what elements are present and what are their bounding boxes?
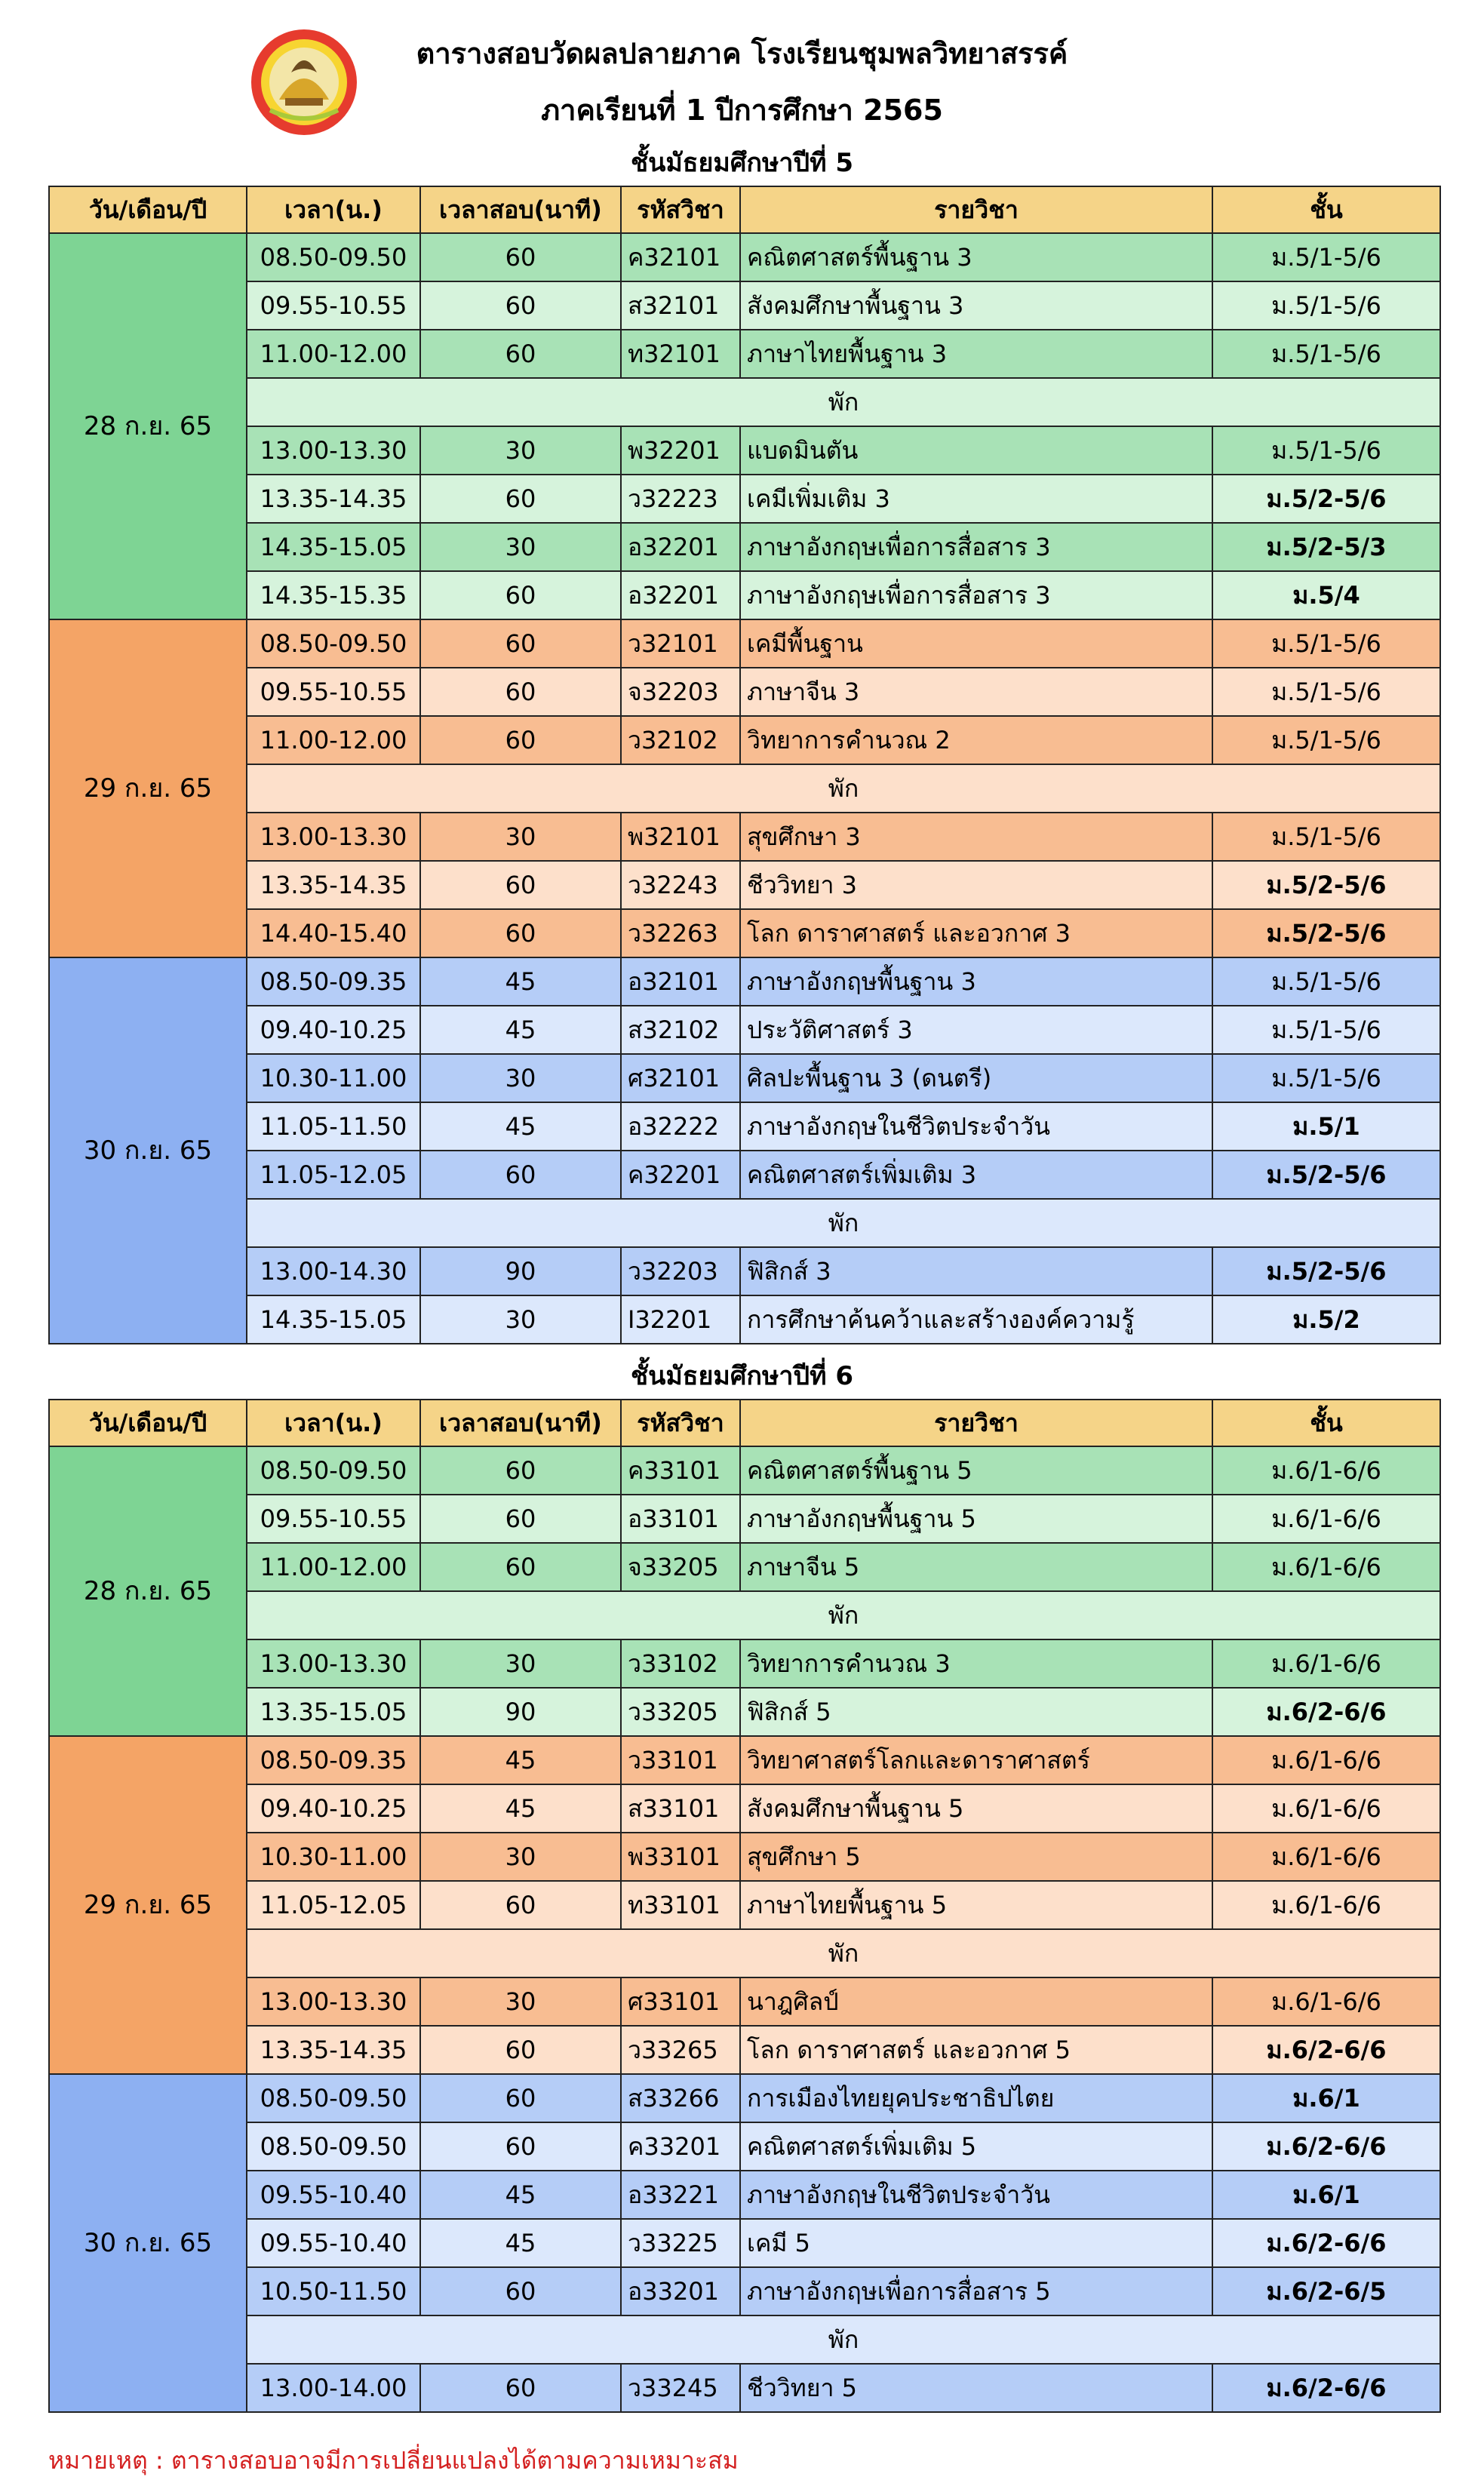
exam-row	[49, 2364, 1440, 2412]
exam-row	[49, 1295, 1440, 1344]
exam-date: 29 ก.ย. 65	[49, 1736, 247, 2074]
exam-time: 11.05-12.05	[247, 1151, 420, 1199]
exam-row	[49, 1881, 1440, 1929]
exam-row	[49, 1784, 1440, 1833]
subject-name: การเมืองไทยยุคประชาธิปไตย	[740, 2074, 1212, 2122]
subject-code: ว32263	[621, 909, 740, 957]
exam-duration: 45	[420, 2219, 621, 2267]
subject-name: การศึกษาค้นคว้าและสร้างองค์ความรู้	[740, 1295, 1212, 1344]
subject-code: อ32101	[621, 957, 740, 1006]
exam-row	[49, 281, 1440, 330]
exam-time: 08.50-09.35	[247, 957, 420, 1006]
subject-name: แบดมินตัน	[740, 426, 1212, 475]
column-header: รายวิชา	[740, 186, 1212, 233]
subject-name: นาฎศิลป์	[740, 1977, 1212, 2026]
exam-duration: 30	[420, 1833, 621, 1881]
exam-table-m5	[48, 186, 1441, 1344]
exam-time: 13.35-14.35	[247, 861, 420, 909]
exam-duration: 60	[420, 2122, 621, 2171]
exam-time: 10.50-11.50	[247, 2267, 420, 2315]
exam-duration: 45	[420, 1784, 621, 1833]
subject-code: ศ32101	[621, 1054, 740, 1102]
exam-row	[49, 2267, 1440, 2315]
exam-duration: 30	[420, 813, 621, 861]
grade-level: ม.6/1	[1212, 2171, 1440, 2219]
exam-time: 13.00-14.00	[247, 2364, 420, 2412]
exam-duration: 90	[420, 1247, 621, 1295]
exam-time: 09.40-10.25	[247, 1006, 420, 1054]
exam-row	[49, 571, 1440, 619]
exam-time: 09.55-10.40	[247, 2219, 420, 2267]
exam-duration: 60	[420, 571, 621, 619]
exam-time: 13.35-15.05	[247, 1688, 420, 1736]
exam-row	[49, 1639, 1440, 1688]
exam-row	[49, 1054, 1440, 1102]
subject-name: สุขศึกษา 5	[740, 1833, 1212, 1881]
column-header: เวลา(น.)	[247, 186, 420, 233]
exam-time: 13.00-14.30	[247, 1247, 420, 1295]
subject-code: อ33221	[621, 2171, 740, 2219]
exam-duration: 45	[420, 1102, 621, 1151]
subject-code: พ33101	[621, 1833, 740, 1881]
grade-level: ม.6/2-6/5	[1212, 2267, 1440, 2315]
break-row	[49, 378, 1440, 426]
subject-code: ว32101	[621, 619, 740, 668]
exam-row	[49, 426, 1440, 475]
subject-name: วิทยาการคำนวณ 2	[740, 716, 1212, 764]
exam-row	[49, 2026, 1440, 2074]
exam-duration: 60	[420, 2267, 621, 2315]
exam-time: 11.00-12.00	[247, 716, 420, 764]
exam-table-m6	[48, 1399, 1441, 2413]
grade-level: ม.6/2-6/6	[1212, 2122, 1440, 2171]
exam-row	[49, 1977, 1440, 2026]
grade-level: ม.6/2-6/6	[1212, 2219, 1440, 2267]
break-label: พัก	[247, 1199, 1440, 1247]
grade-level: ม.5/1-5/6	[1212, 957, 1440, 1006]
exam-time: 13.35-14.35	[247, 475, 420, 523]
subject-name: ฟิสิกส์ 3	[740, 1247, 1212, 1295]
subject-name: ฟิสิกส์ 5	[740, 1688, 1212, 1736]
grade-level: ม.6/2-6/6	[1212, 2026, 1440, 2074]
subject-code: จ33205	[621, 1543, 740, 1591]
subject-name: ภาษาไทยพื้นฐาน 3	[740, 330, 1212, 378]
exam-date: 28 ก.ย. 65	[49, 233, 247, 619]
break-row	[49, 1929, 1440, 1977]
grade-level: ม.5/1-5/6	[1212, 281, 1440, 330]
exam-row	[49, 861, 1440, 909]
exam-duration: 30	[420, 1977, 621, 2026]
exam-row	[49, 2219, 1440, 2267]
exam-duration: 60	[420, 1543, 621, 1591]
exam-duration: 45	[420, 2171, 621, 2219]
grade-level: ม.5/1-5/6	[1212, 233, 1440, 281]
break-label: พัก	[247, 1929, 1440, 1977]
header-row	[49, 186, 1440, 233]
subject-name: ภาษาไทยพื้นฐาน 5	[740, 1881, 1212, 1929]
exam-row	[49, 716, 1440, 764]
exam-time: 08.50-09.50	[247, 233, 420, 281]
grade-level: ม.5/1-5/6	[1212, 716, 1440, 764]
exam-row	[49, 2122, 1440, 2171]
grade-level: ม.5/1-5/6	[1212, 426, 1440, 475]
subject-name: ประวัติศาสตร์ 3	[740, 1006, 1212, 1054]
grade-level: ม.5/1-5/6	[1212, 668, 1440, 716]
subject-name: โลก ดาราศาสตร์ และอวกาศ 5	[740, 2026, 1212, 2074]
break-label: พัก	[247, 764, 1440, 813]
exam-time: 08.50-09.50	[247, 2122, 420, 2171]
exam-duration: 60	[420, 475, 621, 523]
subject-code: ว32102	[621, 716, 740, 764]
exam-row	[49, 619, 1440, 668]
break-row	[49, 1199, 1440, 1247]
level-heading-m5: ชั้นมัธยมศึกษาปีที่ 5	[631, 148, 853, 178]
subject-name: เคมีพื้นฐาน	[740, 619, 1212, 668]
exam-time: 14.35-15.05	[247, 523, 420, 571]
exam-time: 08.50-09.50	[247, 2074, 420, 2122]
exam-time: 13.00-13.30	[247, 813, 420, 861]
subject-name: ภาษาอังกฤษในชีวิตประจำวัน	[740, 2171, 1212, 2219]
subject-code: อ33201	[621, 2267, 740, 2315]
exam-duration: 60	[420, 1446, 621, 1495]
subject-code: ท32101	[621, 330, 740, 378]
exam-row	[49, 2171, 1440, 2219]
grade-level: ม.5/1	[1212, 1102, 1440, 1151]
subject-name: คณิตศาสตร์เพิ่มเติม 5	[740, 2122, 1212, 2171]
subject-code: ส33266	[621, 2074, 740, 2122]
footnote: หมายเหตุ : ตารางสอบอาจมีการเปลี่ยนแปลงได้ตามความเหมาะสม	[48, 2446, 739, 2475]
grade-level: ม.6/1-6/6	[1212, 1881, 1440, 1929]
subject-name: ภาษาจีน 5	[740, 1543, 1212, 1591]
subject-code: ว32203	[621, 1247, 740, 1295]
exam-row	[49, 1247, 1440, 1295]
subject-code: อ32201	[621, 571, 740, 619]
subject-code: อ33101	[621, 1495, 740, 1543]
subject-code: ว33101	[621, 1736, 740, 1784]
subject-code: พ32101	[621, 813, 740, 861]
exam-row	[49, 1151, 1440, 1199]
subject-code: ค33101	[621, 1446, 740, 1495]
exam-duration: 45	[420, 1006, 621, 1054]
subject-name: สังคมศึกษาพื้นฐาน 5	[740, 1784, 1212, 1833]
subject-name: ภาษาอังกฤษในชีวิตประจำวัน	[740, 1102, 1212, 1151]
exam-time: 14.35-15.35	[247, 571, 420, 619]
subject-name: ภาษาจีน 3	[740, 668, 1212, 716]
exam-duration: 60	[420, 668, 621, 716]
exam-duration: 60	[420, 2026, 621, 2074]
grade-level: ม.5/1-5/6	[1212, 1054, 1440, 1102]
grade-level: ม.5/2-5/6	[1212, 1151, 1440, 1199]
subject-name: โลก ดาราศาสตร์ และอวกาศ 3	[740, 909, 1212, 957]
exam-time: 10.30-11.00	[247, 1833, 420, 1881]
subject-name: สังคมศึกษาพื้นฐาน 3	[740, 281, 1212, 330]
subject-code: ว33102	[621, 1639, 740, 1688]
subject-code: ค32201	[621, 1151, 740, 1199]
subject-code: ค32101	[621, 233, 740, 281]
exam-row	[49, 1833, 1440, 1881]
break-row	[49, 1591, 1440, 1639]
exam-duration: 60	[420, 2364, 621, 2412]
subject-name: สุขศึกษา 3	[740, 813, 1212, 861]
exam-time: 13.00-13.30	[247, 1639, 420, 1688]
exam-row	[49, 475, 1440, 523]
exam-time: 08.50-09.50	[247, 1446, 420, 1495]
exam-row	[49, 2074, 1440, 2122]
exam-duration: 45	[420, 957, 621, 1006]
grade-level: ม.6/1-6/6	[1212, 1833, 1440, 1881]
column-header: ชั้น	[1212, 1400, 1440, 1446]
grade-level: ม.6/1-6/6	[1212, 1639, 1440, 1688]
grade-level: ม.5/2-5/3	[1212, 523, 1440, 571]
page-title: ตารางสอบวัดผลปลายภาค โรงเรียนชุมพลวิทยาสรรค์	[416, 37, 1068, 70]
subject-name: คณิตศาสตร์เพิ่มเติม 3	[740, 1151, 1212, 1199]
column-header: เวลาสอบ(นาที)	[420, 186, 621, 233]
exam-row	[49, 330, 1440, 378]
break-row	[49, 764, 1440, 813]
exam-time: 09.55-10.55	[247, 1495, 420, 1543]
exam-duration: 60	[420, 1881, 621, 1929]
break-row	[49, 2315, 1440, 2364]
exam-time: 14.40-15.40	[247, 909, 420, 957]
exam-time: 11.05-11.50	[247, 1102, 420, 1151]
subject-code: ส32101	[621, 281, 740, 330]
grade-level: ม.6/2-6/6	[1212, 2364, 1440, 2412]
exam-row	[49, 813, 1440, 861]
grade-level: ม.6/1-6/6	[1212, 1977, 1440, 2026]
grade-level: ม.6/1-6/6	[1212, 1543, 1440, 1591]
column-header: เวลาสอบ(นาที)	[420, 1400, 621, 1446]
subject-code: I32201	[621, 1295, 740, 1344]
subject-name: ภาษาอังกฤษเพื่อการสื่อสาร 5	[740, 2267, 1212, 2315]
exam-row	[49, 1736, 1440, 1784]
subject-name: คณิตศาสตร์พื้นฐาน 5	[740, 1446, 1212, 1495]
grade-level: ม.5/1-5/6	[1212, 619, 1440, 668]
column-header: เวลา(น.)	[247, 1400, 420, 1446]
subject-name: ภาษาอังกฤษเพื่อการสื่อสาร 3	[740, 523, 1212, 571]
exam-date: 29 ก.ย. 65	[49, 619, 247, 957]
exam-duration: 60	[420, 619, 621, 668]
exam-row	[49, 1688, 1440, 1736]
exam-duration: 30	[420, 523, 621, 571]
exam-duration: 60	[420, 2074, 621, 2122]
exam-time: 13.00-13.30	[247, 426, 420, 475]
exam-duration: 60	[420, 330, 621, 378]
break-label: พัก	[247, 378, 1440, 426]
subject-name: ภาษาอังกฤษพื้นฐาน 3	[740, 957, 1212, 1006]
grade-level: ม.6/1-6/6	[1212, 1495, 1440, 1543]
exam-time: 08.50-09.50	[247, 619, 420, 668]
subject-name: คณิตศาสตร์พื้นฐาน 3	[740, 233, 1212, 281]
subject-name: ชีววิทยา 5	[740, 2364, 1212, 2412]
grade-level: ม.5/2	[1212, 1295, 1440, 1344]
exam-time: 13.00-13.30	[247, 1977, 420, 2026]
grade-level: ม.5/2-5/6	[1212, 909, 1440, 957]
exam-duration: 45	[420, 1736, 621, 1784]
exam-duration: 60	[420, 861, 621, 909]
exam-row	[49, 957, 1440, 1006]
subject-code: ว33245	[621, 2364, 740, 2412]
subject-code: ว32243	[621, 861, 740, 909]
exam-duration: 60	[420, 281, 621, 330]
grade-level: ม.5/4	[1212, 571, 1440, 619]
exam-row	[49, 233, 1440, 281]
subject-code: อ32201	[621, 523, 740, 571]
grade-level: ม.6/1-6/6	[1212, 1736, 1440, 1784]
break-label: พัก	[247, 2315, 1440, 2364]
exam-row	[49, 1495, 1440, 1543]
exam-row	[49, 1446, 1440, 1495]
column-header: รายวิชา	[740, 1400, 1212, 1446]
column-header: วัน/เดือน/ปี	[49, 1400, 247, 1446]
exam-duration: 60	[420, 716, 621, 764]
subject-code: ท33101	[621, 1881, 740, 1929]
exam-time: 11.00-12.00	[247, 330, 420, 378]
exam-time: 09.55-10.40	[247, 2171, 420, 2219]
exam-row	[49, 668, 1440, 716]
grade-level: ม.5/2-5/6	[1212, 475, 1440, 523]
column-header: รหัสวิชา	[621, 186, 740, 233]
header-row	[49, 1400, 1440, 1446]
exam-date: 28 ก.ย. 65	[49, 1446, 247, 1736]
grade-level: ม.6/2-6/6	[1212, 1688, 1440, 1736]
subject-name: เคมีเพิ่มเติม 3	[740, 475, 1212, 523]
exam-row	[49, 1006, 1440, 1054]
exam-time: 09.55-10.55	[247, 281, 420, 330]
subject-code: ส32102	[621, 1006, 740, 1054]
grade-level: ม.5/2-5/6	[1212, 1247, 1440, 1295]
subject-code: ค33201	[621, 2122, 740, 2171]
exam-row	[49, 909, 1440, 957]
break-label: พัก	[247, 1591, 1440, 1639]
exam-time: 09.40-10.25	[247, 1784, 420, 1833]
exam-row	[49, 1102, 1440, 1151]
exam-duration: 90	[420, 1688, 621, 1736]
subject-name: ชีววิทยา 3	[740, 861, 1212, 909]
exam-date: 30 ก.ย. 65	[49, 2074, 247, 2412]
exam-row	[49, 523, 1440, 571]
subject-code: พ32201	[621, 426, 740, 475]
exam-time: 10.30-11.00	[247, 1054, 420, 1102]
exam-duration: 30	[420, 1639, 621, 1688]
exam-time: 11.00-12.00	[247, 1543, 420, 1591]
grade-level: ม.5/1-5/6	[1212, 813, 1440, 861]
subject-code: ศ33101	[621, 1977, 740, 2026]
grade-level: ม.6/1-6/6	[1212, 1446, 1440, 1495]
subject-name: ภาษาอังกฤษพื้นฐาน 5	[740, 1495, 1212, 1543]
subject-code: อ32222	[621, 1102, 740, 1151]
exam-duration: 30	[420, 1295, 621, 1344]
exam-time: 08.50-09.35	[247, 1736, 420, 1784]
subject-code: ว32223	[621, 475, 740, 523]
exam-duration: 30	[420, 426, 621, 475]
exam-time: 09.55-10.55	[247, 668, 420, 716]
subject-name: ภาษาอังกฤษเพื่อการสื่อสาร 3	[740, 571, 1212, 619]
column-header: ชั้น	[1212, 186, 1440, 233]
subject-code: ว33265	[621, 2026, 740, 2074]
subject-name: เคมี 5	[740, 2219, 1212, 2267]
subject-code: ว33225	[621, 2219, 740, 2267]
subject-name: ศิลปะพื้นฐาน 3 (ดนตรี)	[740, 1054, 1212, 1102]
subject-code: ว33205	[621, 1688, 740, 1736]
exam-time: 11.05-12.05	[247, 1881, 420, 1929]
exam-duration: 60	[420, 909, 621, 957]
exam-time: 14.35-15.05	[247, 1295, 420, 1344]
grade-level: ม.6/1-6/6	[1212, 1784, 1440, 1833]
exam-duration: 60	[420, 1151, 621, 1199]
column-header: วัน/เดือน/ปี	[49, 186, 247, 233]
grade-level: ม.5/2-5/6	[1212, 861, 1440, 909]
page-subtitle: ภาคเรียนที่ 1 ปีการศึกษา 2565	[541, 94, 943, 127]
subject-code: ส33101	[621, 1784, 740, 1833]
grade-level: ม.5/1-5/6	[1212, 1006, 1440, 1054]
exam-date: 30 ก.ย. 65	[49, 957, 247, 1344]
grade-level: ม.5/1-5/6	[1212, 330, 1440, 378]
exam-duration: 30	[420, 1054, 621, 1102]
subject-code: จ32203	[621, 668, 740, 716]
exam-row	[49, 1543, 1440, 1591]
level-heading-m6: ชั้นมัธยมศึกษาปีที่ 6	[631, 1361, 853, 1391]
exam-time: 13.35-14.35	[247, 2026, 420, 2074]
exam-duration: 60	[420, 1495, 621, 1543]
subject-name: วิทยาการคำนวณ 3	[740, 1639, 1212, 1688]
subject-name: วิทยาศาสตร์โลกและดาราศาสตร์	[740, 1736, 1212, 1784]
grade-level: ม.6/1	[1212, 2074, 1440, 2122]
exam-duration: 60	[420, 233, 621, 281]
column-header: รหัสวิชา	[621, 1400, 740, 1446]
